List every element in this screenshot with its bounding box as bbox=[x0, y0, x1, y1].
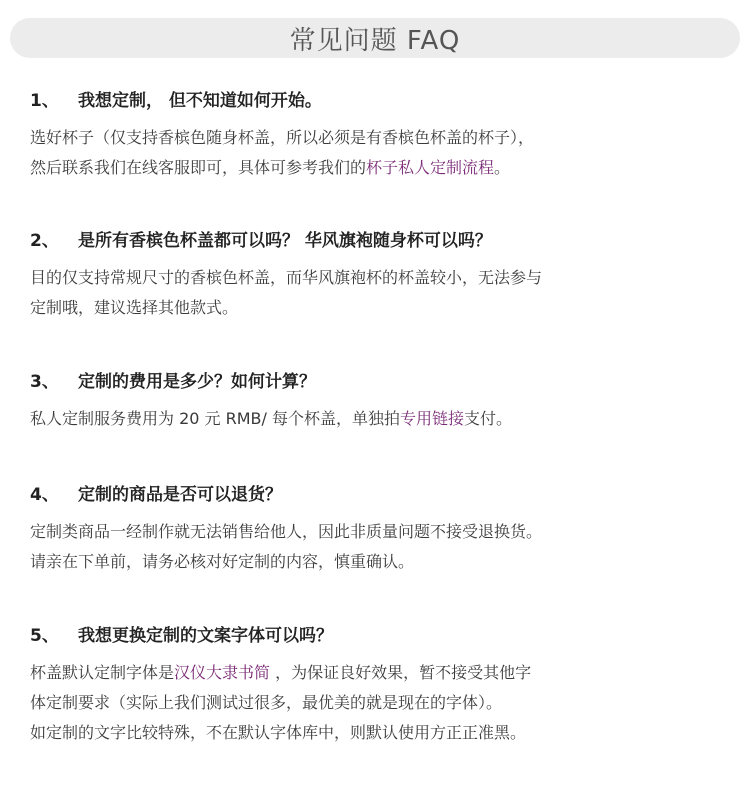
payment-link[interactable]: 专用链接 bbox=[400, 409, 465, 428]
faq-question bbox=[30, 229, 730, 253]
faq-answer-line bbox=[30, 153, 730, 183]
faq-answer bbox=[30, 123, 730, 183]
faq-number: 5、 bbox=[30, 626, 59, 646]
faq-number: 2、 bbox=[30, 231, 59, 251]
answer-text: 定制哦，建议选择其他款式。 bbox=[30, 298, 239, 317]
answer-text: 杯盖默认定制字体是 bbox=[30, 663, 175, 682]
answer-text: 目的仅支持常规尺寸的香槟色杯盖，而华风旗袍杯的杯盖较小，无法参与 bbox=[30, 268, 543, 287]
faq-answer bbox=[30, 517, 730, 577]
faq-question bbox=[30, 370, 730, 394]
faq-item-1 bbox=[30, 89, 730, 183]
faq-question bbox=[30, 624, 730, 648]
faq-number: 3、 bbox=[30, 372, 59, 392]
faq-number: 1、 bbox=[30, 91, 59, 111]
faq-item-2 bbox=[30, 229, 730, 323]
faq-answer bbox=[30, 263, 730, 323]
faq-question-text: 我想定制， 但不知道如何开始。 bbox=[78, 91, 322, 111]
faq-answer-line bbox=[30, 404, 730, 434]
answer-text: 选好杯子（仅支持香槟色随身杯盖，所以必须是有香槟色杯盖的杯子）， bbox=[30, 128, 535, 147]
faq-item-4 bbox=[30, 483, 730, 577]
faq-question-text: 定制的商品是否可以退货？ bbox=[78, 485, 282, 505]
faq-answer bbox=[30, 404, 730, 434]
answer-text: 定制类商品一经制作就无法销售给他人，因此非质量问题不接受退换货。 bbox=[30, 522, 543, 541]
faq-header-bar bbox=[10, 18, 740, 58]
answer-text: 支付。 bbox=[464, 409, 513, 428]
faq-answer-line bbox=[30, 293, 730, 323]
answer-text: 如定制的文字比较特殊，不在默认字体库中，则默认使用方正正准黑。 bbox=[30, 723, 527, 742]
answer-text: 体定制要求（实际上我们测试过很多，最优美的就是现在的字体）。 bbox=[30, 693, 503, 712]
page-title: 常见问题 FAQ bbox=[289, 25, 461, 56]
faq-answer-line bbox=[30, 718, 730, 748]
answer-text: 请亲在下单前，请务必核对好定制的内容，慎重确认。 bbox=[30, 552, 415, 571]
faq-answer-line bbox=[30, 688, 730, 718]
faq-answer-line bbox=[30, 123, 730, 153]
faq-answer-line bbox=[30, 547, 730, 577]
faq-question-text: 我想更换定制的文案字体可以吗？ bbox=[78, 626, 333, 646]
faq-item-5 bbox=[30, 624, 730, 748]
faq-answer-line bbox=[30, 517, 730, 547]
font-name-link[interactable]: 汉仪大隶书简 bbox=[174, 663, 271, 682]
faq-question-text: 是所有香槟色杯盖都可以吗？ 华风旗袍随身杯可以吗？ bbox=[78, 231, 492, 251]
faq-number: 4、 bbox=[30, 485, 59, 505]
answer-text: 。 bbox=[494, 158, 511, 177]
answer-text: ，为保证良好效果，暂不接受其他字 bbox=[270, 663, 532, 682]
answer-text: 私人定制服务费用为 20 元 RMB/ 每个杯盖，单独拍 bbox=[30, 409, 400, 428]
faq-answer bbox=[30, 658, 730, 748]
faq-item-3 bbox=[30, 370, 730, 434]
faq-question bbox=[30, 89, 730, 113]
faq-question bbox=[30, 483, 730, 507]
faq-answer-line bbox=[30, 263, 730, 293]
faq-answer-line bbox=[30, 658, 730, 688]
customization-process-link[interactable]: 杯子私人定制流程 bbox=[366, 158, 495, 177]
faq-question-text: 定制的费用是多少？如何计算？ bbox=[78, 372, 316, 392]
answer-text: 然后联系我们在线客服即可，具体可参考我们的 bbox=[30, 158, 367, 177]
